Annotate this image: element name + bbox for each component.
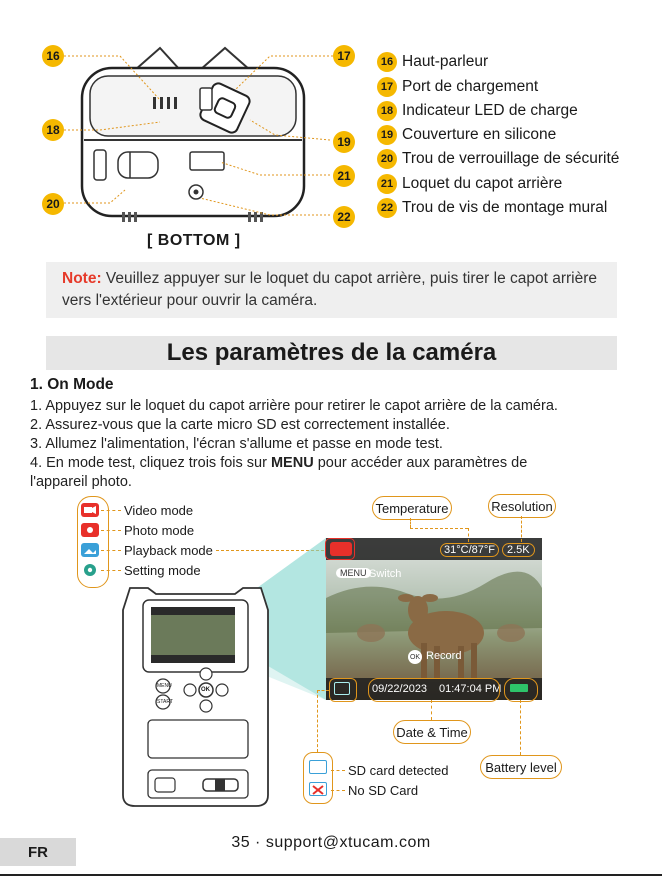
mode-label-setting: Setting mode: [124, 563, 201, 578]
step-4-cont: l'appareil photo.: [30, 474, 132, 490]
bottom-caption: [ BOTTOM ]: [147, 232, 241, 249]
callout-16-badge: 16: [42, 45, 64, 67]
camera-ok-button-label: OK: [201, 687, 210, 693]
sd-connector: [317, 690, 329, 691]
video-icon-highlight: [325, 538, 355, 560]
sd-detected-dash: [331, 770, 345, 771]
legend-num: 21: [377, 174, 397, 194]
section-title: Les paramètres de la caméra: [46, 336, 617, 370]
legend-num: 22: [377, 198, 397, 218]
legend-label: Loquet du capot arrière: [402, 175, 563, 192]
sd-card-detected-label: SD card detected: [348, 763, 449, 778]
legend-num: 16: [377, 52, 397, 72]
mode-label-photo: Photo mode: [124, 523, 195, 538]
camera-menu-button-label: MENU: [157, 683, 172, 689]
step-4-menu: MENU: [270, 455, 314, 471]
screen-temperature: 31°C/87°F: [440, 543, 499, 557]
callout-19-badge: 19: [333, 131, 355, 153]
step-2: 2. Assurez-vous que la carte micro SD est correctement installée.: [30, 417, 450, 433]
battery-connector: [520, 700, 521, 755]
temp-connector: [410, 518, 411, 528]
temp-connector: [410, 528, 468, 529]
callout-21-badge: 21: [333, 165, 355, 187]
battery-level-callout: Battery level: [480, 755, 562, 779]
step-4-text-a: 4. En mode test, cliquez trois fois sur: [30, 455, 271, 471]
mode-label-video: Video mode: [124, 503, 194, 518]
mode-label-playback: Playback mode: [124, 543, 213, 558]
resolution-callout: Resolution: [488, 494, 556, 518]
camera-back-diagram: [118, 580, 273, 810]
step-3: 3. Allumez l'alimentation, l'écran s'allume et passe en mode test.: [30, 436, 443, 452]
legend-label: Couverture en silicone: [402, 126, 557, 143]
legend-label: Port de chargement: [402, 78, 539, 95]
page-footer: 35 · support@xtucam.com: [231, 834, 431, 851]
datetime-connector: [431, 700, 432, 720]
screen-switch-label: Switch: [369, 568, 402, 580]
legend-num: 19: [377, 125, 397, 145]
legend-num: 17: [377, 77, 397, 97]
screen-record-label: Record: [426, 650, 462, 662]
camera-start-button-label: START: [157, 699, 173, 705]
deer-image: [326, 538, 542, 700]
on-mode-heading: 1. On Mode: [30, 376, 114, 393]
battery-highlight: [504, 678, 538, 702]
datetime-highlight: [368, 678, 500, 702]
legend-label: Trou de verrouillage de sécurité: [402, 150, 620, 167]
screen-date: 09/22/2023: [372, 683, 428, 695]
no-sd-dash: [331, 790, 345, 791]
step-1: 1. Appuyez sur le loquet du capot arrière pour retirer le capot arrière de la caméra.: [30, 398, 558, 414]
temperature-callout: Temperature: [372, 496, 452, 520]
sd-card-detected-icon: [309, 760, 327, 774]
no-sd-card-label: No SD Card: [348, 783, 419, 798]
sd-icon-highlight: [329, 678, 357, 702]
legend-num: 20: [377, 149, 397, 169]
sd-connector: [317, 690, 318, 752]
callout-18-badge: 18: [42, 119, 64, 141]
callout-20-badge: 20: [42, 193, 64, 215]
legend-num: 18: [377, 101, 397, 121]
footer-divider: [0, 874, 662, 876]
zoomed-screen: [326, 538, 542, 700]
note-label: Note:: [62, 270, 102, 287]
callout-17-badge: 17: [333, 45, 355, 67]
temp-connector: [468, 528, 469, 542]
datetime-callout: Date & Time: [393, 720, 471, 744]
legend-label: Trou de vis de montage mural: [402, 199, 608, 216]
res-connector: [521, 516, 522, 542]
legend-label: Haut-parleur: [402, 53, 489, 70]
step-4-text-b: pour accéder aux paramètres de: [313, 455, 528, 471]
screen-ok-button: OK: [408, 650, 422, 664]
callout-22-badge: 22: [333, 206, 355, 228]
legend-label: Indicateur LED de charge: [402, 102, 578, 119]
no-sd-card-icon: [309, 782, 327, 796]
language-tab: FR: [0, 838, 76, 866]
screen-time: 01:47:04 PM: [439, 683, 502, 695]
screen-resolution: 2.5K: [502, 543, 535, 557]
screen-menu-button: MENU: [336, 568, 371, 578]
note-text: Veuillez appuyer sur le loquet du capot arrière, puis tirer le capot arrière vers l'extérieur pour ouvrir la caméra.: [62, 270, 598, 309]
